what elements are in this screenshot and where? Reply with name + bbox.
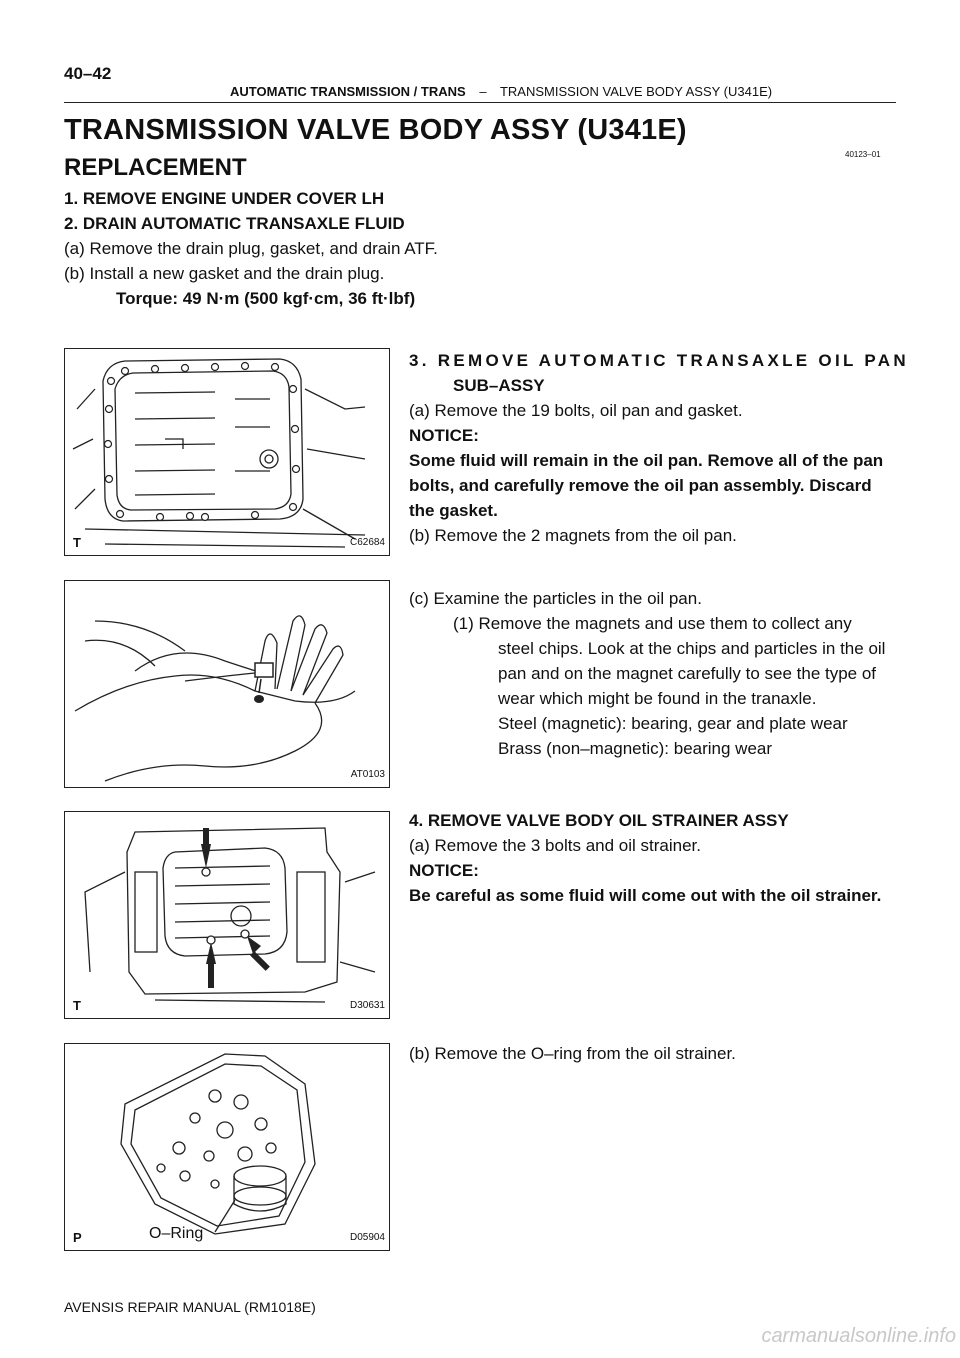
wear-steel: Steel (magnetic): bearing, gear and plate wear: [498, 714, 848, 733]
running-header: [230, 84, 772, 99]
notice-label: NOTICE:: [409, 861, 479, 880]
step-3c-1-cont: wear which might be found in the tranaxle.: [498, 689, 817, 708]
notice-text: Some fluid will remain in the oil pan. Remove all of the pan: [409, 451, 884, 470]
torque-spec: Torque: 49 N·m (500 kgf·cm, 36 ft·lbf): [116, 289, 416, 308]
topic-name: TRANSMISSION VALVE BODY ASSY (U341E): [499, 84, 773, 99]
manual-footer: AVENSIS REPAIR MANUAL (RM1018E): [64, 1299, 316, 1315]
figure-o-ring: [64, 1043, 390, 1251]
step-3-heading-cont: SUB–ASSY: [453, 376, 545, 395]
step-2a: (a) Remove the drain plug, gasket, and drain ATF.: [64, 239, 438, 258]
strainer-illustration: [65, 812, 389, 1018]
step-3a: (a) Remove the 19 bolts, oil pan and gasket.: [409, 401, 743, 420]
strainer-o-ring-illustration: [65, 1044, 389, 1250]
wear-brass: Brass (non–magnetic): bearing wear: [498, 739, 773, 758]
step-3b: (b) Remove the 2 magnets from the oil pan.: [409, 526, 737, 545]
hand-magnet-illustration: [65, 581, 389, 787]
notice-text: bolts, and carefully remove the oil pan assembly. Discard: [409, 476, 872, 495]
notice-text: the gasket.: [409, 501, 498, 520]
step-2: 2. DRAIN AUTOMATIC TRANSAXLE FLUID: [64, 214, 405, 233]
figure-id: C62684: [349, 537, 385, 548]
figure-id: AT0103: [350, 769, 385, 780]
step-4: 4. REMOVE VALVE BODY OIL STRAINER ASSY: [409, 811, 789, 830]
step-4b: (b) Remove the O–ring from the oil strainer.: [409, 1044, 736, 1063]
step-1: 1. REMOVE ENGINE UNDER COVER LH: [64, 189, 385, 208]
doc-code: 40123–01: [845, 150, 881, 159]
section-name: AUTOMATIC TRANSMISSION / TRANS: [230, 84, 466, 99]
header-rule: [64, 102, 896, 103]
figure-corner-mark: P: [73, 1230, 82, 1245]
step-3-heading: 3. REMOVE AUTOMATIC TRANSAXLE OIL PAN: [409, 351, 909, 370]
figure-oil-strainer: [64, 811, 390, 1019]
step-3c-1-cont: pan and on the magnet carefully to see the type of: [498, 664, 877, 683]
figure-corner-mark: T: [73, 998, 81, 1013]
page-title: TRANSMISSION VALVE BODY ASSY (U341E): [64, 114, 687, 146]
figure-magnet-inspection: [64, 580, 390, 788]
o-ring-label: O–Ring: [149, 1225, 204, 1242]
figure-id: D05904: [349, 1232, 385, 1243]
step-3c-1: (1) Remove the magnets and use them to collect any: [453, 614, 852, 633]
section-subtitle: REPLACEMENT: [64, 154, 247, 181]
step-3c-1-cont: steel chips. Look at the chips and particles in the oil: [498, 639, 886, 658]
watermark: carmanualsonline.info: [761, 1325, 956, 1347]
figure-id: D30631: [349, 1000, 385, 1011]
figure-oil-pan: [64, 348, 390, 556]
page-number: 40–42: [64, 64, 112, 83]
figure-corner-mark: T: [73, 535, 81, 550]
step-3c: (c) Examine the particles in the oil pan.: [409, 589, 702, 608]
step-4a: (a) Remove the 3 bolts and oil strainer.: [409, 836, 701, 855]
step-2b: (b) Install a new gasket and the drain plug.: [64, 264, 385, 283]
notice-text: Be careful as some fluid will come out with the oil strainer.: [409, 886, 882, 905]
header-separator: –: [479, 84, 487, 99]
oil-pan-illustration: [65, 349, 389, 555]
notice-label: NOTICE:: [409, 426, 479, 445]
